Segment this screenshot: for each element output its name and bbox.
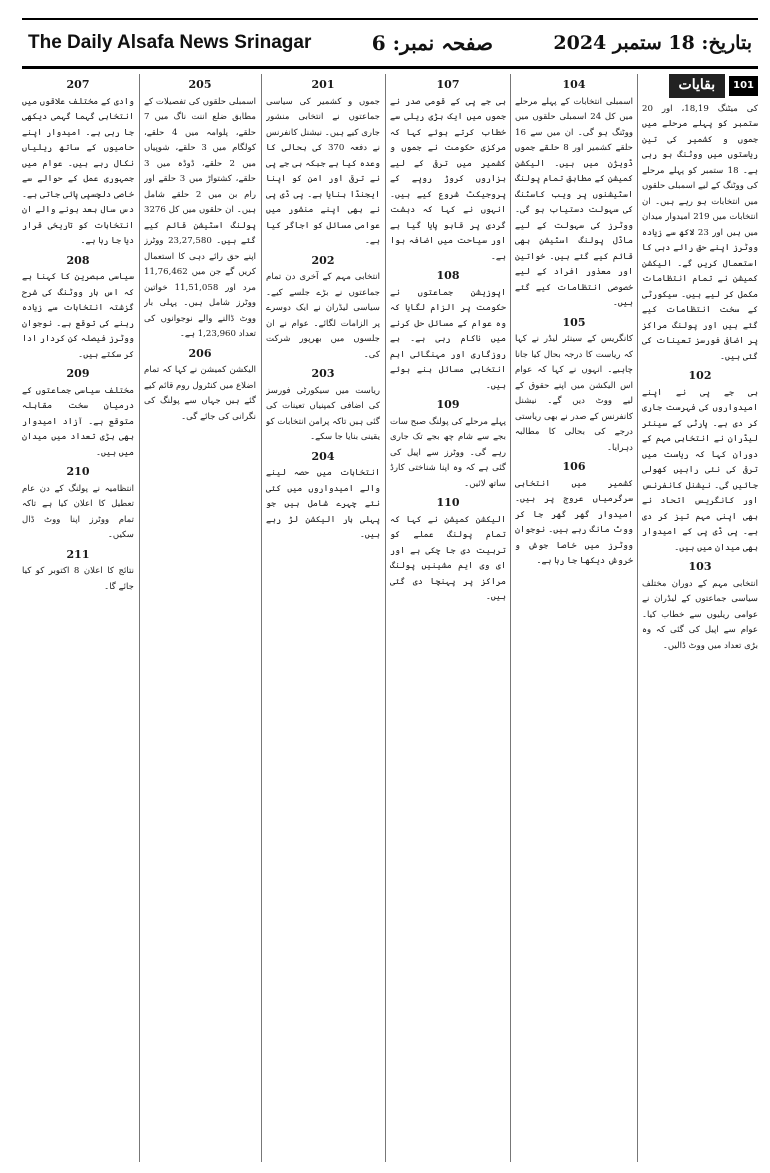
column-5 [144,74,256,1162]
story-number: 105 [562,315,586,329]
story-number: 202 [311,253,335,267]
issue-date: بتاریخ: 18 ستمبر 2024 [553,32,752,54]
story-number: 106 [562,460,586,473]
story-number: 102 [688,369,712,382]
story-text: انتخابی مہم کے آخری دن تمام جماعتوں نے بڑے جلسے کیے۔ سیاسی لیڈران نے ایک دوسرے پر الزامات لگائے۔ عوام نے ان جلسوں میں بھرپور شرکت کی۔ [266,272,380,360]
story-number: 207 [66,78,90,91]
story-number: 205 [188,78,212,91]
story-number: 104 [562,78,586,91]
story-number: 206 [188,346,212,360]
story-text: اسمبلی انتخابات کے پہلے مرحلے میں کل 24 اسمبلی حلقوں میں ووٹنگ ہو گی۔ ان میں سے 16 حلقے کشمیر اور 8 حلقے جموں ڈویژن میں ہیں۔ الیکشن کمیشن کے مطابق تمام پولنگ اسٹیشنوں پر ویب کاسٹنگ کی سہولت دستیاب ہو گی۔ ووٹرز کی سہولت کے لیے ماڈل پولنگ اسٹیشن بھی قائم کیے گئے ہیں۔ خواتین اور معذور افراد کے لیے خصوصی انتظامات کیے گئے ہیں۔ [515,96,633,308]
column-1 [642,74,758,1162]
story-number: 110 [436,496,460,509]
column-divider [385,74,386,1162]
masthead [22,18,758,68]
article-columns [22,74,758,1162]
story-text: اپوزیشن جماعتوں نے حکومت پر الزام لگایا کہ وہ عوام کے مسائل حل کرنے میں ناکام رہی ہے۔ بے روزگاری اور مہنگائی اہم انتخابی مسائل بنے ہوئے ہیں۔ [390,287,506,391]
story-number: 107 [436,78,460,91]
column-2 [515,74,633,1162]
section-heading: بقایات [669,74,726,98]
story-number: 204 [311,449,335,463]
story-number: 209 [66,367,90,380]
story-text: پہلے مرحلے کی پولنگ صبح سات بجے سے شام چھ بجے تک جاری رہے گی۔ ووٹرز سے اپیل کی گئی ہے کہ وہ اپنا شناختی کارڈ ساتھ لائیں۔ [390,416,506,489]
story-number: 210 [66,465,90,478]
newspaper-page [22,18,758,1163]
story-text: اسمبلی حلقوں کی تفصیلات کے مطابق ضلع اننت ناگ میں 7 حلقے، پلوامہ میں 4 حلقے، کولگام میں 3 حلقے، شوپیاں میں 2 حلقے، ڈوڈہ میں 3 حلقے، کشتواڑ میں 3 حلقے اور رام بن میں 2 حلقے شامل ہیں۔ ان حلقوں میں کل 3276 پولنگ اسٹیشن قائم کیے گئے ہیں۔ 23,27,580 ووٹرز اپنے حق رائے دہی کا استعمال کریں گے جن میں 11,76,462 مرد اور 11,51,058 خواتین ووٹرز شامل ہیں۔ پہلی بار ووٹ ڈالنے والے نوجوانوں کی تعداد 1,23,960 ہے۔ [144,96,256,339]
column-6 [22,74,134,1162]
column-3 [390,74,506,1162]
story-text: نتائج کا اعلان 8 اکتوبر کو کیا جائے گا۔ [22,566,134,592]
story-number: 208 [66,253,90,267]
story-number: 108 [436,269,460,282]
page-number-label: صفحہ نمبر: 6 [371,31,493,55]
column-divider [637,74,638,1162]
story-number: 203 [311,367,335,380]
story-number: 109 [436,398,460,411]
story-number: 211 [66,547,90,561]
story-text: الیکشن کمیشن نے کہا کہ تمام پولنگ عملے کو تربیت دی جا چکی ہے اور ای وی ایم مشینیں پولنگ مراکز پر پہنچا دی گئی ہیں۔ [390,514,506,602]
column-divider [261,74,262,1162]
story-text: کی میٹنگ 18,19، اور 20 ستمبر کو پہلے مرحلے میں جموں و کشمیر کی تین ریاستوں میں ووٹنگ ہو رہی ہے۔ 18 ستمبر کو پہلے مرحلے کی ووٹنگ کے لیے اسمبلی حلقوں میں انتخابات ہو رہے ہیں۔ ان انتخابات میں 219 امیدوار میدان میں ہیں اور 23 لاکھ سے زیادہ ووٹرز اپنے حق رائے دہی کا استعمال کریں گے۔ الیکشن کمیشن نے تمام انتظامات مکمل کر لیے ہیں۔ سیکورٹی کے سخت انتظامات کیے گئے ہیں اور پولنگ مراکز پر اضافی فورسز تعینات کی گئی ہیں۔ [642,103,758,362]
story-text: بی جے پی کے قومی صدر نے جموں میں ایک بڑی ریلی سے خطاب کرتے ہوئے کہا کہ مرکزی حکومت نے جموں و کشمیر میں ترقی کے لیے ہزاروں کروڑ روپے کے پروجیکٹ شروع کیے ہیں۔ انہوں نے کہا کہ دہشت گردی پر قابو پایا گیا ہے اور سیاحت میں اضافہ ہوا ہے۔ [390,96,506,262]
story-text: انتخابات میں حصہ لینے والے امیدواروں میں کئی نئے چہرے شامل ہیں جو پہلی بار الیکشن لڑ رہے ہیں۔ [266,468,380,540]
story-text: الیکشن کمیشن نے کہا کہ تمام اضلاع میں کنٹرول روم قائم کیے گئے ہیں جہاں سے پولنگ کی نگرانی کی جائے گی۔ [144,365,256,422]
story-number: 201 [311,78,335,91]
story-number: 101 [729,76,758,96]
story-text: مختلف سیاسی جماعتوں کے درمیان سخت مقابلہ متوقع ہے۔ آزاد امیدوار بھی بڑی تعداد میں میدان میں ہیں۔ [22,385,134,458]
story-text: جموں و کشمیر کی سیاسی جماعتوں نے انتخابی منشور جاری کیے ہیں۔ نیشنل کانفرنس نے دفعہ 370 کی بحالی کا وعدہ کیا ہے جبکہ بی جے پی نے ترقی اور امن کو اپنا ایجنڈا بنایا ہے۔ پی ڈی پی نے بھی اپنے منشور میں عوامی مسائل کو اجاگر کیا ہے۔ [266,96,380,246]
story-text: وادی کے مختلف علاقوں میں انتخابی گہما گہمی دیکھی جا رہی ہے۔ امیدوار اپنے حامیوں کے ساتھ ریلیاں نکال رہے ہیں۔ عوام میں جمہوری عمل کے حوالے سے خاصی دلچسپی پائی جاتی ہے۔ دس سال بعد ہونے والے ان انتخابات کو تاریخی قرار دیا جا رہا ہے۔ [22,96,134,246]
story-text: کشمیر میں انتخابی سرگرمیاں عروج پر ہیں۔ امیدوار گھر گھر جا کر ووٹ مانگ رہے ہیں۔ نوجوان ووٹرز میں خاصا جوش و خروش دیکھا جا رہا ہے۔ [515,478,633,566]
story-text: ریاست میں سیکورٹی فورسز کی اضافی کمپنیاں تعینات کی گئی ہیں تاکہ پرامن انتخابات کو یقینی بنایا جا سکے۔ [266,385,380,442]
story-text: سیاسی مبصرین کا کہنا ہے کہ اس بار ووٹنگ کی شرح گزشتہ انتخابات سے زیادہ رہنے کی توقع ہے۔ نوجوان ووٹرز فیصلہ کن کردار ادا کر سکتے ہیں۔ [22,272,134,360]
story-text: انتخابی مہم کے دوران مختلف سیاسی جماعتوں کے لیڈران نے عوامی ریلیوں سے خطاب کیا۔ عوام سے اپیل کی گئی کہ وہ بڑی تعداد میں ووٹ ڈالیں۔ [642,578,758,651]
column-4 [266,74,380,1162]
story-text: انتظامیہ نے پولنگ کے دن عام تعطیل کا اعلان کیا ہے تاکہ تمام ووٹرز اپنا ووٹ ڈال سکیں۔ [22,483,134,540]
story-text: بی جے پی نے اپنے امیدواروں کی فہرست جاری کر دی ہے۔ پارٹی کے سینئر لیڈران نے انتخابی مہم کے دوران کہا کہ ریاست میں ترقی کی نئی راہیں کھولی جائیں گی۔ نیشنل کانفرنس اور کانگریس اتحاد نے بھی اپنی مہم تیز کر دی ہے۔ پی ڈی پی کے امیدوار بھی میدان میں ہیں۔ [642,387,758,553]
column-divider [510,74,511,1162]
paper-name: The Daily Alsafa News Srinagar [28,32,312,53]
story-text: کانگریس کے سینئر لیڈر نے کہا کہ ریاست کا درجہ بحال کیا جانا چاہیے۔ انہوں نے کہا کہ عوام اس الیکشن میں اپنے حقوق کے لیے ووٹ دیں گے۔ نیشنل کانفرنس کے صدر نے بھی ریاستی درجے کی بحالی کا مطالبہ دہرایا۔ [515,334,633,453]
masthead-divider [22,68,758,69]
column-divider [139,74,140,1162]
story-number: 103 [688,560,712,573]
